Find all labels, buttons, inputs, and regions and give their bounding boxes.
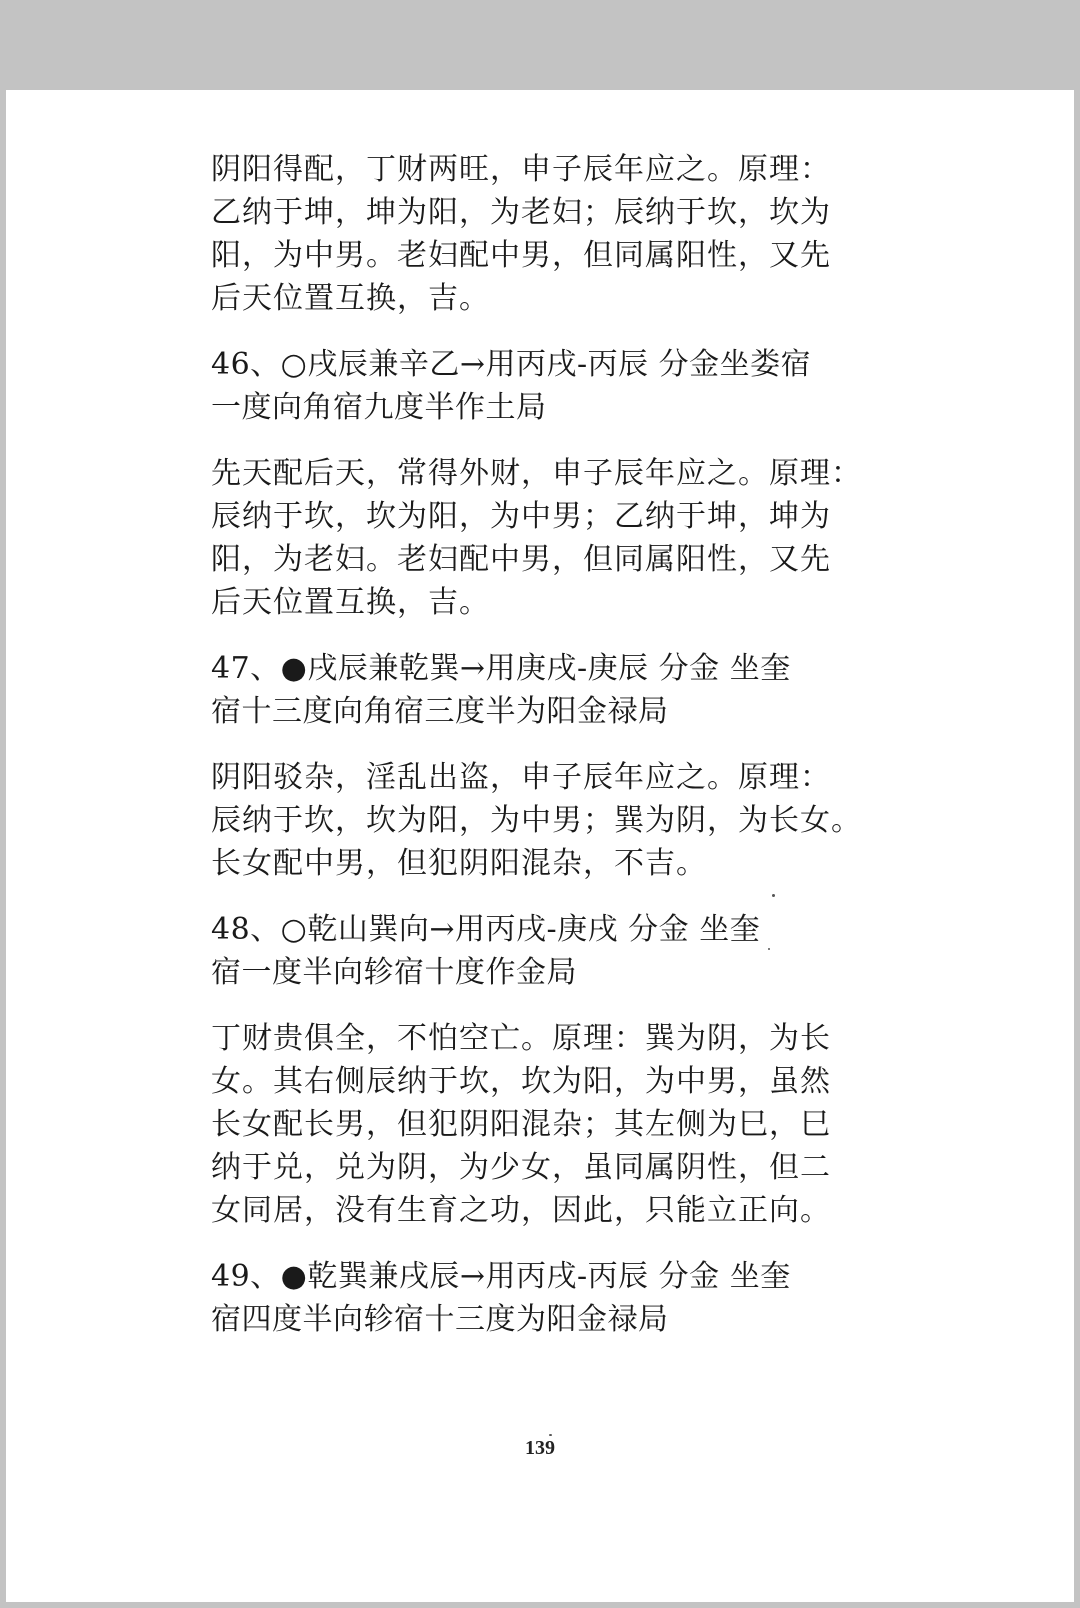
text-line: 纳于兑，兑为阴，为少女，虽同属阴性，但二 bbox=[211, 1150, 831, 1185]
text-line: 47、●戌辰兼乾巽→用庚戌-庚辰 分金 坐奎 bbox=[211, 651, 791, 686]
text-line: 辰纳于坎，坎为阳，为中男；乙纳于坤，坤为 bbox=[211, 499, 831, 534]
text-line: 宿四度半向轸宿十三度为阳金禄局 bbox=[211, 1302, 669, 1337]
scan-speck bbox=[768, 948, 770, 950]
text-line: 48、○乾山巽向→用丙戌-庚戌 分金 坐奎 bbox=[211, 912, 761, 947]
scan-speck bbox=[772, 894, 775, 897]
text-line: 先天配后天，常得外财，申子辰年应之。原理： bbox=[211, 456, 862, 491]
text-line: 长女配长男，但犯阴阳混杂；其左侧为巳，巳 bbox=[211, 1107, 831, 1142]
text-line: 阴阳驳杂，淫乱出盗，申子辰年应之。原理： bbox=[211, 760, 831, 795]
scan-speck bbox=[549, 1434, 552, 1436]
text-line: 辰纳于坎，坎为阳，为中男；巽为阴，为长女。 bbox=[211, 803, 862, 838]
text-line: 女。其右侧辰纳于坎，坎为阳，为中男，虽然 bbox=[211, 1064, 831, 1099]
entry-47-heading bbox=[211, 647, 811, 733]
book-page bbox=[6, 90, 1074, 1602]
entry-46-heading bbox=[211, 343, 811, 429]
text-line: 宿十三度向角宿三度半为阳金禄局 bbox=[211, 694, 669, 729]
page-content bbox=[211, 148, 862, 1341]
paragraph-1 bbox=[211, 148, 831, 320]
text-line: 丁财贵俱全，不怕空亡。原理：巽为阴，为长 bbox=[211, 1021, 831, 1056]
text-line: 阳，为老妇。老妇配中男，但同属阳性，又先 bbox=[211, 542, 831, 577]
text-line: 长女配中男，但犯阴阳混杂，不吉。 bbox=[211, 846, 707, 881]
text-line: 阳，为中男。老妇配中男，但同属阳性，又先 bbox=[211, 238, 831, 273]
text-line: 乙纳于坤，坤为阳，为老妇；辰纳于坎，坎为 bbox=[211, 195, 831, 230]
text-line: 49、●乾巽兼戌辰→用丙戌-丙辰 分金 坐奎 bbox=[211, 1259, 791, 1294]
paragraph-4 bbox=[211, 1017, 831, 1232]
paragraph-2 bbox=[211, 452, 862, 624]
text-line: 后天位置互换，吉。 bbox=[211, 585, 490, 620]
entry-48-heading bbox=[211, 908, 811, 994]
text-line: 宿一度半向轸宿十度作金局 bbox=[211, 955, 577, 990]
text-line: 女同居，没有生育之功，因此，只能立正向。 bbox=[211, 1193, 831, 1228]
text-line: 阴阳得配，丁财两旺，申子辰年应之。原理： bbox=[211, 152, 831, 187]
paragraph-3 bbox=[211, 756, 862, 885]
entry-49-heading bbox=[211, 1255, 811, 1341]
text-line: 后天位置互换，吉。 bbox=[211, 281, 490, 316]
text-line: 46、○戌辰兼辛乙→用丙戌-丙辰 分金坐娄宿 bbox=[211, 347, 812, 382]
text-line: 一度向角宿九度半作土局 bbox=[211, 390, 547, 425]
page-number: 139 bbox=[525, 1437, 555, 1459]
